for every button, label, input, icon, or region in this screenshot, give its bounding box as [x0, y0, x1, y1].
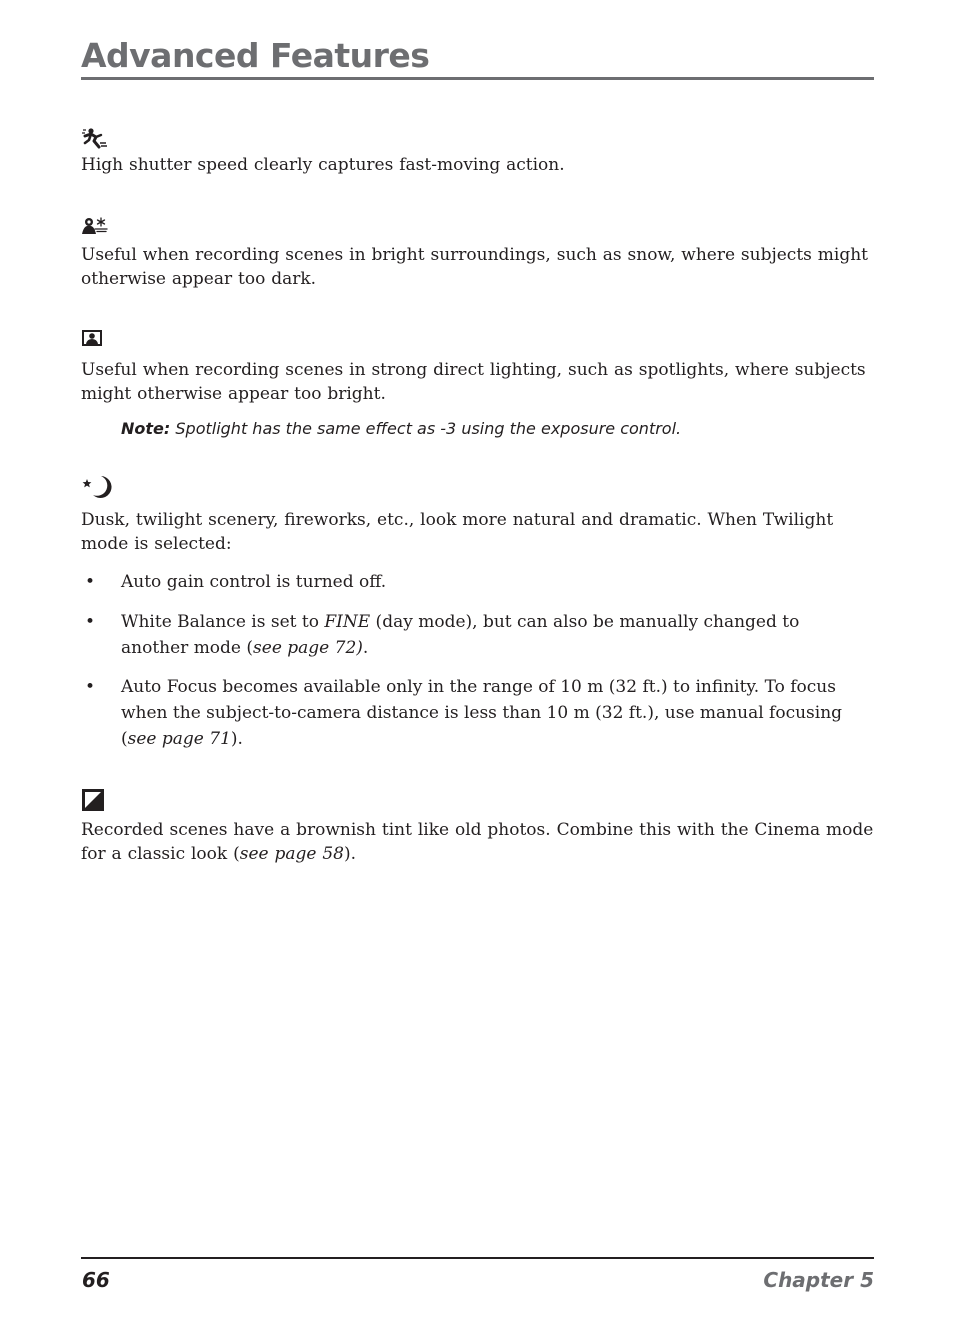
- sand-snow-mode-icon: [82, 217, 108, 235]
- page-reference: see page 71: [127, 729, 231, 749]
- text-run: Recorded scenes have a brownish tint like old photos. Combine this with the Cinema mode for a classic look (: [81, 820, 874, 864]
- note-text: Spotlight has the same effect as -3 using the exposure control.: [175, 419, 682, 438]
- sports-mode-description: High shutter speed clearly captures fast-moving action.: [81, 155, 565, 175]
- title-divider: [81, 77, 874, 80]
- fine-setting-text: FINE: [324, 612, 371, 632]
- footer-divider: [81, 1257, 874, 1259]
- twilight-mode-description: Dusk, twilight scenery, fireworks, etc., look more natural and dramatic. When Twilight mode is selected:: [81, 510, 834, 554]
- text-run: (day mode), but can also be manually changed to another mode (: [121, 612, 800, 658]
- page-title: Advanced Features: [81, 36, 430, 75]
- sports-mode-icon: [82, 127, 108, 149]
- bullet-marker: •: [85, 677, 96, 697]
- bullet-marker: •: [85, 612, 96, 632]
- spotlight-mode-icon: [82, 330, 102, 346]
- sepia-mode-description: [81, 818, 874, 866]
- spotlight-note: [121, 417, 874, 441]
- text-run: .: [362, 638, 369, 658]
- page-reference: see page 72): [253, 638, 363, 658]
- text-run: ).: [230, 729, 243, 749]
- twilight-mode-icon: [82, 474, 114, 500]
- list-item-text: Auto gain control is turned off.: [121, 572, 387, 592]
- snow-mode-description: Useful when recording scenes in bright surroundings, such as snow, where subjects might otherwise appear too dark.: [81, 245, 869, 289]
- page-number: 66: [82, 1268, 110, 1292]
- note-label: Note:: [121, 419, 171, 438]
- text-run: Auto Focus becomes available only in the range of 10 m (32 ft.) to infinity. To focus when the subject-to-camera distance is less than 10 m (32 ft.), use manual focusing (: [121, 677, 843, 749]
- bullet-marker: •: [85, 572, 96, 592]
- list-item-text: [121, 674, 861, 752]
- chapter-label: Chapter 5: [763, 1268, 874, 1292]
- sepia-mode-icon: [82, 789, 104, 811]
- text-run: ).: [344, 844, 357, 864]
- page-reference: see page 58: [239, 844, 344, 864]
- list-item-text: [121, 609, 861, 661]
- text-run: White Balance is set to: [121, 612, 325, 632]
- spotlight-mode-description: Useful when recording scenes in strong direct lighting, such as spotlights, where subjects might otherwise appear too bright.: [81, 360, 866, 404]
